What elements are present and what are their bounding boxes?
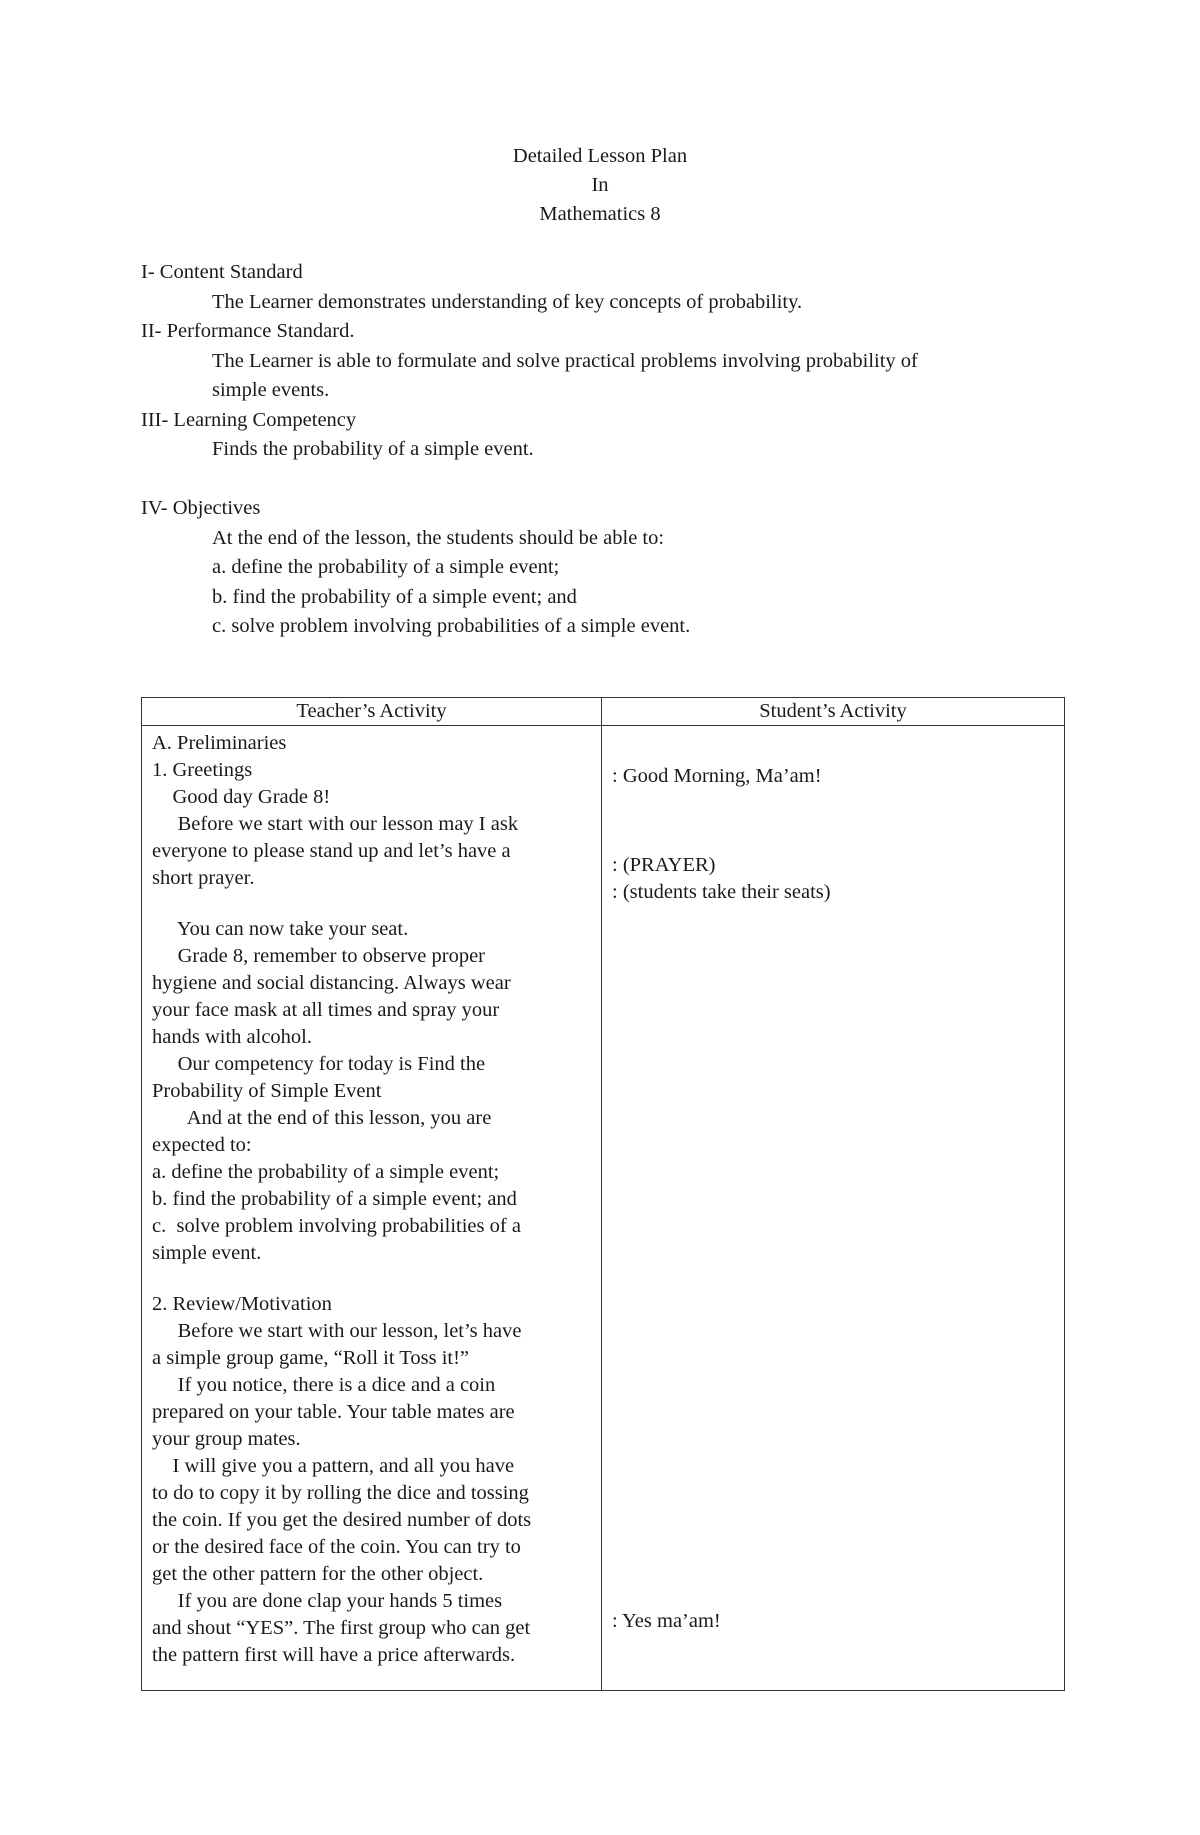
- document-title: [0, 142, 1200, 229]
- objectives-heading: IV- Objectives: [141, 497, 261, 519]
- teacher-blank-line: [152, 892, 593, 916]
- activity-table-wrapper: [141, 697, 1065, 1691]
- teacher-activity-line: Probability of Simple Event: [152, 1080, 382, 1102]
- teacher-activity-line: simple event.: [152, 1242, 262, 1264]
- title-line-3: Mathematics 8: [539, 203, 661, 225]
- section-spacer: [141, 465, 1041, 495]
- teacher-activity-line: Before we start with our lesson may I ask: [152, 813, 519, 835]
- objective-b: b. find the probability of a simple event; and: [212, 585, 577, 608]
- teacher-activity-line: the coin. If you get the desired number of dots: [152, 1509, 532, 1531]
- teacher-activity-line: If you are done clap your hands 5 times: [152, 1590, 503, 1612]
- teacher-activity-line: You can now take your seat.: [152, 918, 409, 940]
- teacher-activity-line: everyone to please stand up and let’s have a: [152, 840, 511, 862]
- standards-section: [141, 258, 1041, 642]
- teacher-activity-line: to do to copy it by rolling the dice and tossing: [152, 1482, 529, 1504]
- student-activity-cell: [602, 726, 1065, 1691]
- title-line-1: Detailed Lesson Plan: [512, 145, 688, 167]
- objective-c: c. solve problem involving probabilities of a simple event.: [212, 615, 691, 637]
- teacher-activity-line: your group mates.: [152, 1428, 301, 1450]
- teacher-activity-line: the pattern first will have a price afterwards.: [152, 1644, 516, 1666]
- teacher-activity-line: Grade 8, remember to observe proper: [152, 945, 485, 967]
- teacher-activity-line: 2. Review/Motivation: [152, 1293, 332, 1315]
- table-row: [142, 726, 1065, 1691]
- student-response-seats: : (students take their seats): [612, 881, 831, 903]
- teacher-activity-line: or the desired face of the coin. You can try to: [152, 1536, 521, 1558]
- teacher-activity-line: get the other pattern for the other object.: [152, 1563, 484, 1585]
- teacher-activity-line: hands with alcohol.: [152, 1026, 312, 1048]
- student-response-prayer: : (PRAYER): [612, 854, 716, 876]
- activity-table: [141, 697, 1065, 1691]
- teacher-activity-line: your face mask at all times and spray your: [152, 999, 500, 1021]
- objective-a: a. define the probability of a simple event;: [212, 556, 560, 578]
- performance-standard-heading: II- Performance Standard.: [141, 320, 355, 342]
- teacher-activity-line: a. define the probability of a simple event;: [152, 1161, 500, 1183]
- teacher-activity-line: If you notice, there is a dice and a coin: [152, 1374, 496, 1396]
- teacher-activity-line: prepared on your table. Your table mates are: [152, 1401, 515, 1423]
- teacher-activity-line: 1. Greetings: [152, 759, 253, 781]
- teacher-activity-line: And at the end of this lesson, you are: [152, 1107, 492, 1129]
- teacher-activity-line: b. find the probability of a simple event; and: [152, 1188, 517, 1210]
- content-standard-text: The Learner demonstrates understanding of key concepts of probability.: [212, 290, 803, 313]
- teacher-activity-line: short prayer.: [152, 867, 255, 889]
- teacher-activity-line: A. Preliminaries: [152, 732, 287, 754]
- content-standard-heading: I- Content Standard: [141, 261, 303, 283]
- title-line-2: In: [591, 174, 609, 196]
- teacher-activity-line: Good day Grade 8!: [152, 786, 331, 808]
- student-response-greeting: : Good Morning, Ma’am!: [612, 765, 822, 787]
- teacher-activity-line: and shout “YES”. The first group who can get: [152, 1617, 531, 1639]
- learning-competency-heading: III- Learning Competency: [141, 408, 357, 431]
- teacher-activity-line: I will give you a pattern, and all you have: [152, 1455, 515, 1477]
- teacher-activity-line: a simple group game, “Roll it Toss it!”: [152, 1347, 470, 1369]
- teacher-activity-line: Before we start with our lesson, let’s have: [152, 1320, 522, 1342]
- teacher-activity-line: hygiene and social distancing. Always wear: [152, 972, 511, 994]
- performance-standard-text-1: The Learner is able to formulate and solve practical problems involving probability of: [212, 349, 918, 372]
- objectives-intro: At the end of the lesson, the students should be able to:: [212, 526, 665, 549]
- learning-competency-text: Finds the probability of a simple event.: [212, 438, 534, 460]
- teacher-activity-header: Teacher’s Activity: [142, 698, 602, 726]
- performance-standard-text-2: simple events.: [212, 379, 330, 401]
- teacher-activity-cell: [142, 726, 602, 1691]
- teacher-activity-line: c. solve problem involving probabilities of a: [152, 1215, 521, 1237]
- teacher-blank-line: [152, 1267, 593, 1291]
- teacher-activity-line: Our competency for today is Find the: [152, 1053, 486, 1075]
- student-activity-header: Student’s Activity: [602, 698, 1065, 726]
- teacher-activity-line: expected to:: [152, 1134, 252, 1156]
- table-header-row: [142, 698, 1065, 726]
- student-response-yes: : Yes ma’am!: [612, 1610, 721, 1632]
